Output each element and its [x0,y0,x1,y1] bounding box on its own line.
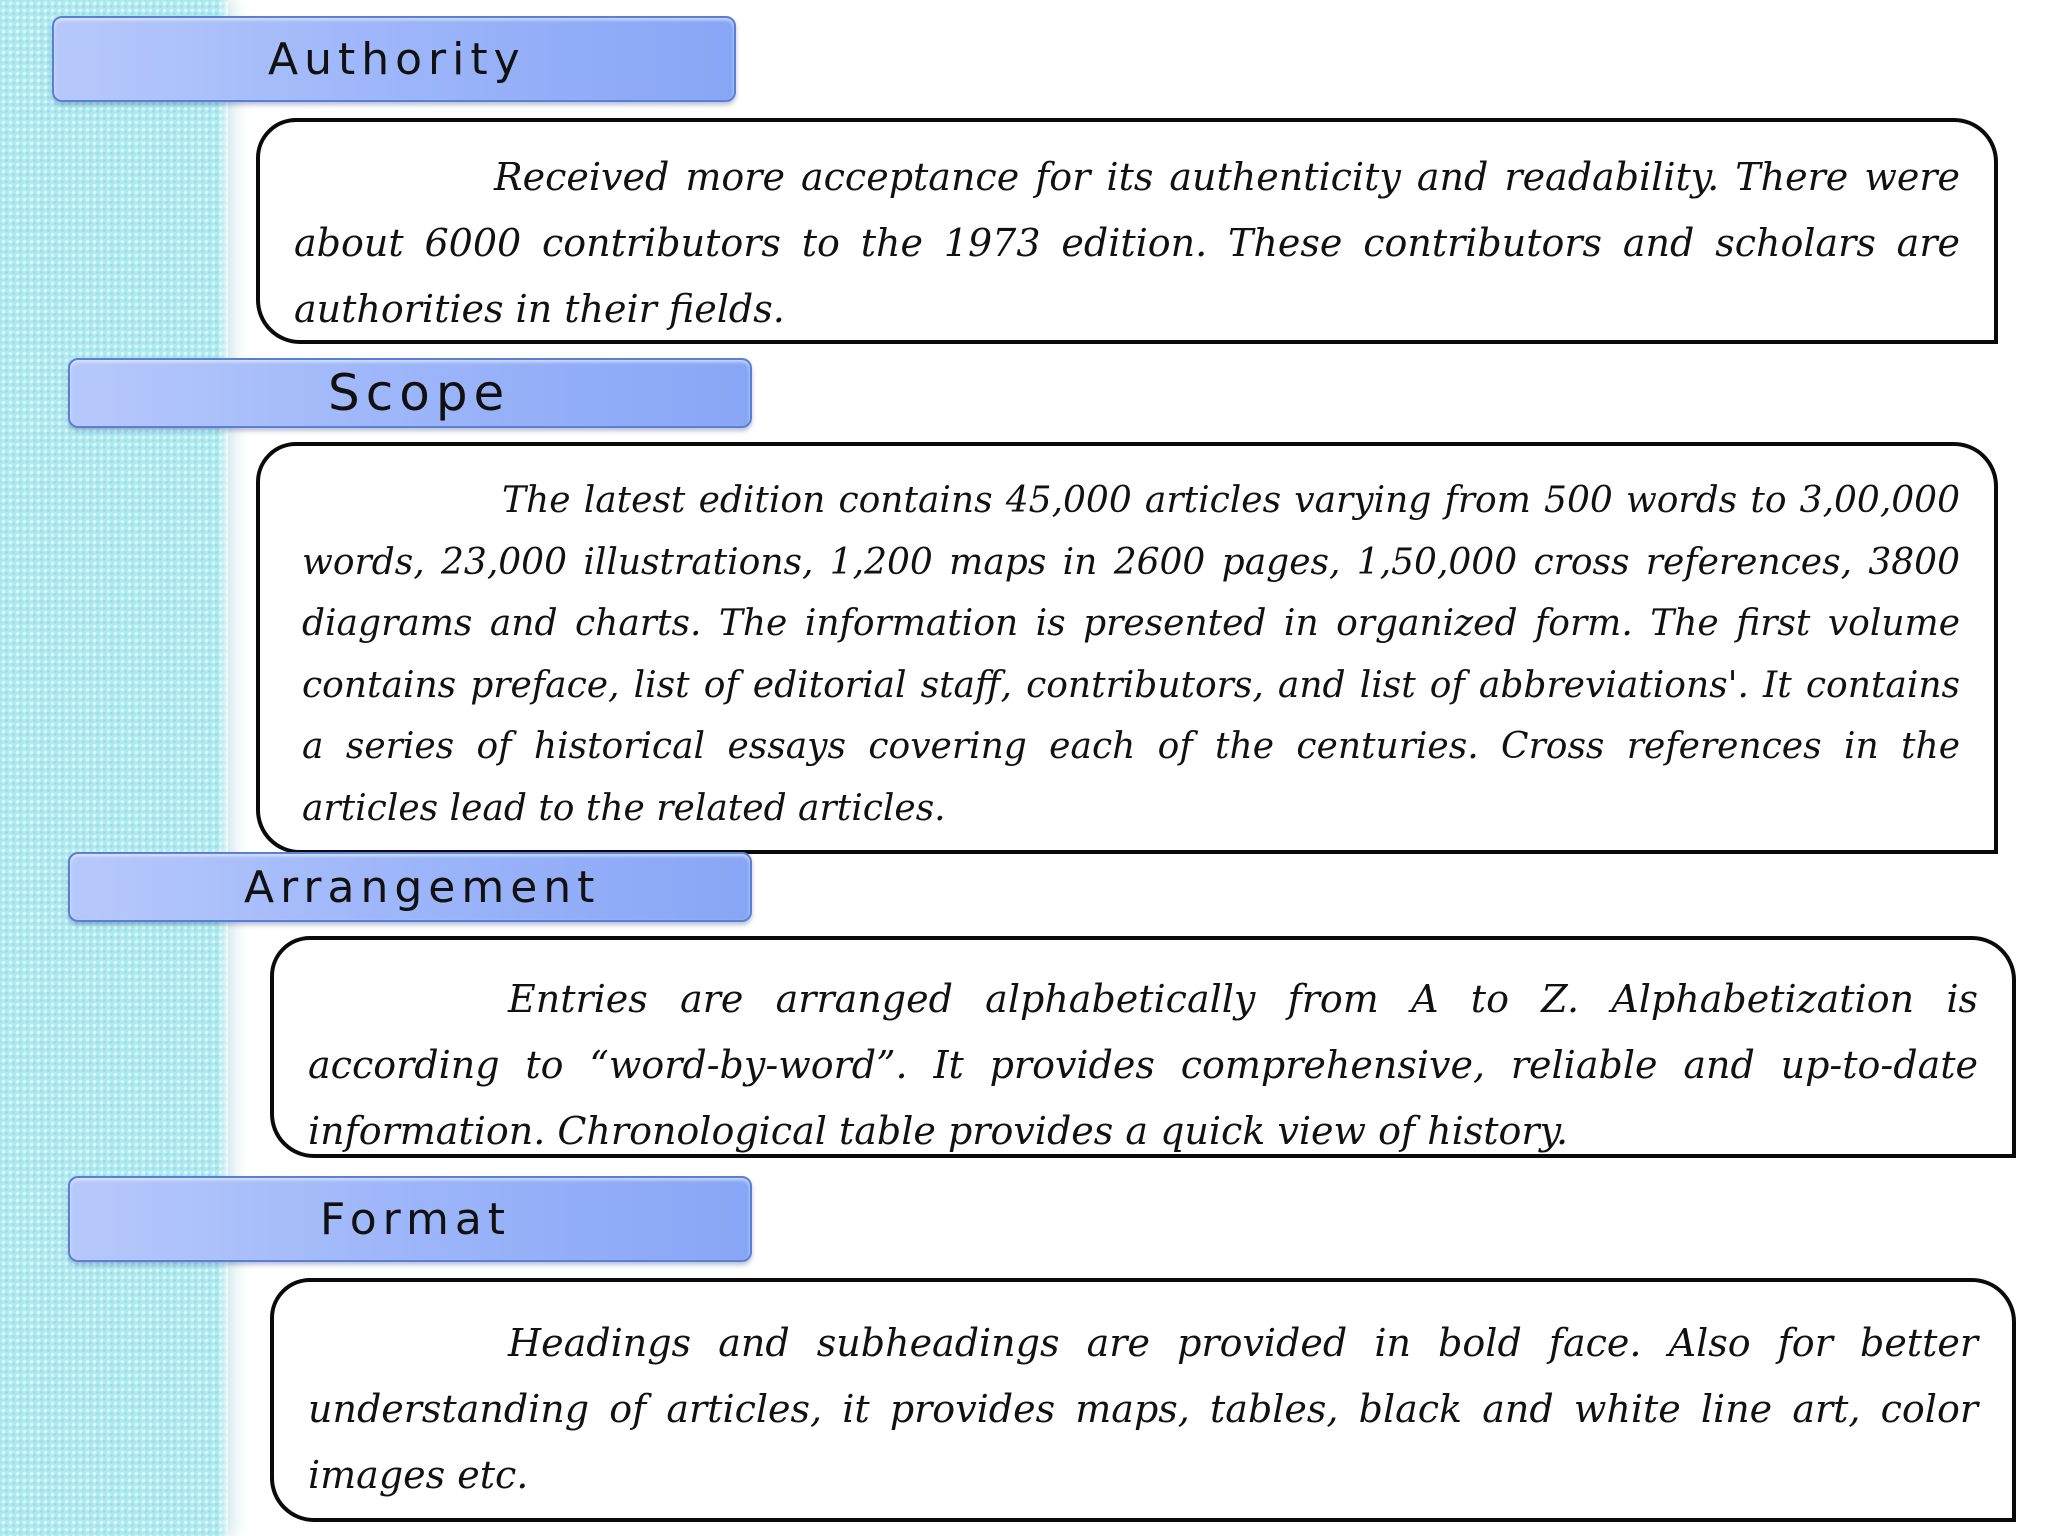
section-heading-scope: Scope [328,364,511,422]
section-body-scope: The latest edition contains 45,000 articles varying from 500 words to 3,00,000 words, 23,000 illustrations, 1,200 maps in 2600 pages, 1,50,000 cross references, 3800 diagrams and charts. The information is presented in organized form. The first volume contains preface, list of editorial staff, contributors, and list of abbreviations'. It contains a series of historical essays covering each of the centuries. Cross references in the articles lead to the related articles. [302,480,1960,829]
section-tab-authority [52,16,736,102]
section-tab-format [68,1176,752,1262]
section-box-authority [256,118,1998,344]
section-heading-authority: Authority [268,33,526,85]
section-tab-scope [68,358,752,428]
section-box-format [270,1278,2016,1522]
section-box-scope [256,442,1998,854]
decorative-side-strip [0,0,228,1536]
section-heading-arrangement: Arrangement [244,861,601,913]
section-heading-format: Format [320,1193,512,1245]
section-body-format: Headings and subheadings are provided in bold face. Also for better understanding of articles, it provides maps, tables, black and white line art, color images etc. [308,1321,1978,1497]
section-tab-arrangement [68,852,752,922]
section-body-authority: Received more acceptance for its authenticity and readability. There were about 6000 contributors to the 1973 edition. These contributors and scholars are authorities in their fields. [294,155,1960,331]
section-body-arrangement: Entries are arranged alphabetically from A to Z. Alphabetization is according to “word-by-word”. It provides comprehensive, reliable and up-to-date information. Chronological table provides a quick view of history. [308,977,1978,1153]
section-box-arrangement [270,936,2016,1158]
